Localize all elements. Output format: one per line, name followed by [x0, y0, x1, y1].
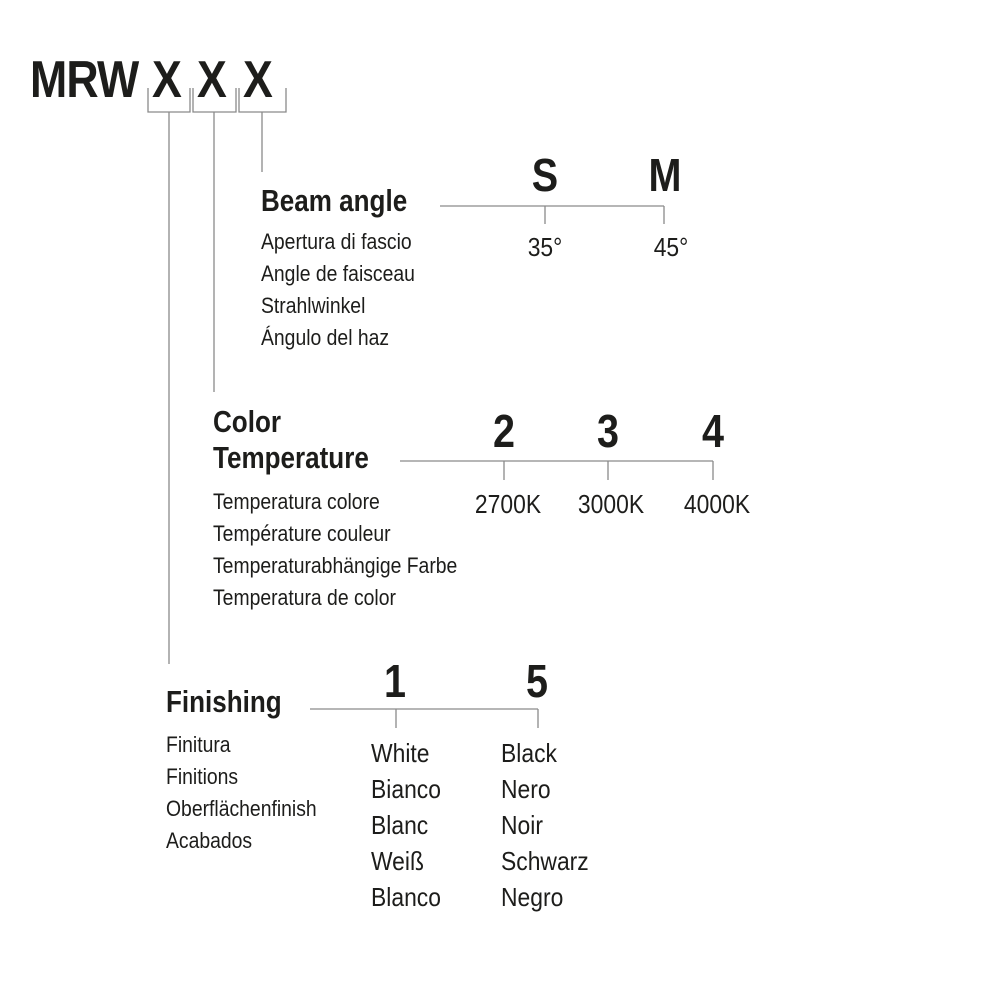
beam-translation-de: Strahlwinkel	[261, 293, 366, 318]
ct-value-2700k: 2700K	[474, 489, 542, 519]
beam-angle-translations	[261, 226, 415, 354]
ct-translation-es: Temperatura de color	[213, 585, 396, 610]
ct-value-4000k: 4000K	[683, 489, 751, 519]
ct-translation-fr: Température couleur	[213, 521, 391, 546]
beam-translation-fr: Angle de faisceau	[261, 261, 415, 286]
beam-translation-it: Apertura di fascio	[261, 229, 412, 254]
code-slot-color-temperature: X	[197, 51, 226, 109]
finishing-translations	[166, 729, 317, 857]
white-it: Bianco	[371, 774, 441, 804]
color-temperature-translations	[213, 486, 457, 614]
beam-value-s: 35°	[527, 232, 563, 262]
finishing-translation-es: Acabados	[166, 828, 253, 853]
white-fr: Blanc	[371, 810, 429, 840]
color-temperature-title-line2: Temperature	[213, 440, 369, 475]
color-temperature-title-line1: Color	[213, 404, 281, 439]
beam-angle-title: Beam angle	[261, 183, 408, 218]
ct-translation-de: Temperaturabhängige Farbe	[213, 553, 458, 578]
black-fr: Noir	[501, 810, 543, 840]
beam-code-m: M	[648, 149, 682, 201]
white-de: Weiß	[371, 846, 424, 876]
beam-translation-es: Ángulo del haz	[261, 325, 390, 350]
black-en: Black	[501, 738, 557, 768]
color-temperature-title	[213, 404, 369, 476]
finishing-translation-fr: Finitions	[166, 764, 239, 789]
white-en: White	[371, 738, 430, 768]
code-prefix: MRW	[30, 51, 139, 109]
finishing-translation-it: Finitura	[166, 732, 231, 757]
ct-translation-it: Temperatura colore	[213, 489, 380, 514]
code-slot-finishing: X	[152, 51, 181, 109]
code-slot-beam-angle: X	[243, 51, 272, 109]
ct-code-3: 3	[596, 405, 620, 457]
beam-code-s: S	[531, 149, 559, 201]
finishing-white-names	[371, 735, 441, 915]
finishing-code-5: 5	[525, 655, 549, 707]
beam-value-m: 45°	[653, 232, 689, 262]
black-it: Nero	[501, 774, 551, 804]
black-de: Schwarz	[501, 846, 589, 876]
white-es: Blanco	[371, 882, 441, 912]
ct-code-4: 4	[701, 405, 725, 457]
finishing-translation-de: Oberflächenfinish	[166, 796, 317, 821]
ct-code-2: 2	[492, 405, 516, 457]
finishing-title: Finishing	[166, 684, 282, 719]
black-es: Negro	[501, 882, 564, 912]
finishing-code-1: 1	[383, 655, 407, 707]
finishing-black-names	[501, 735, 589, 915]
ct-value-3000k: 3000K	[577, 489, 645, 519]
